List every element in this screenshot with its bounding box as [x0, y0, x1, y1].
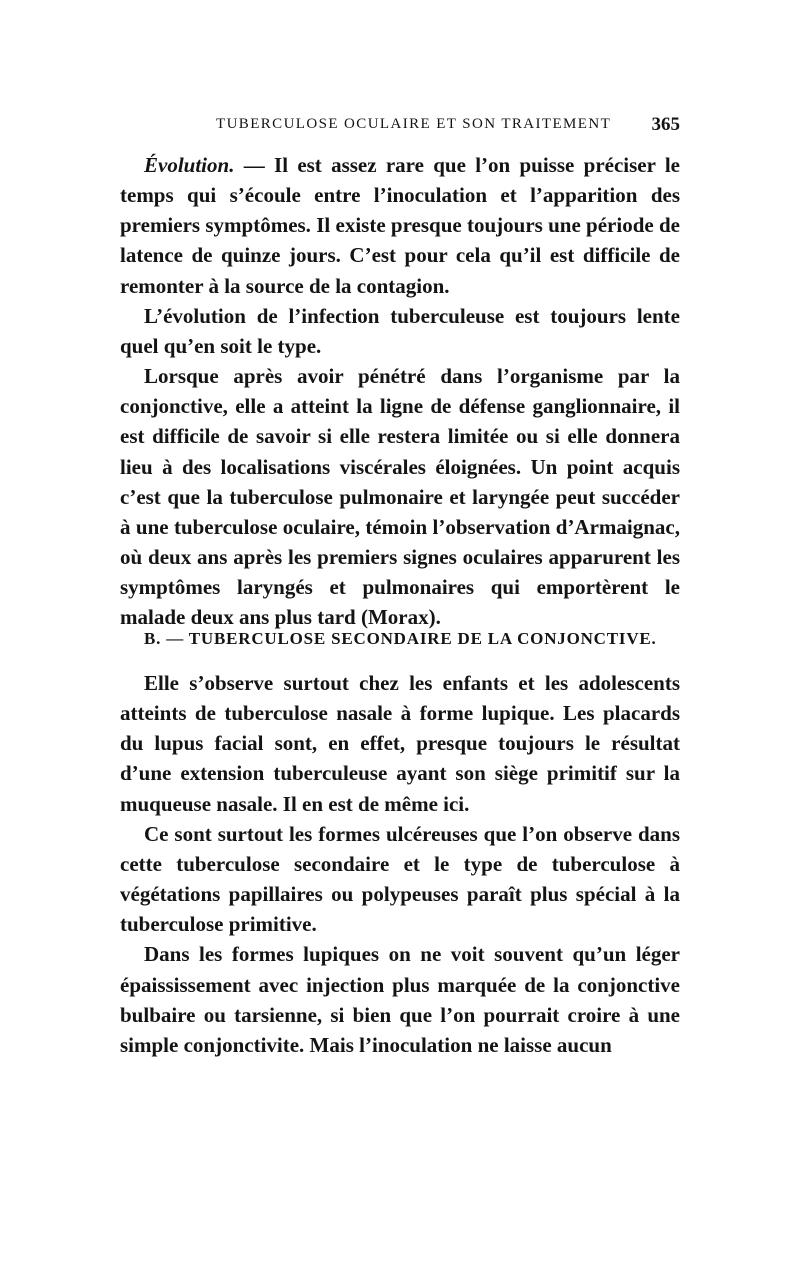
paragraph-lead-in: Évolution. [144, 153, 235, 177]
paragraph-evolution [120, 150, 680, 301]
section-heading: B. — TUBERCULOSE SECONDAIRE DE LA CONJONCTIVE. [144, 629, 657, 648]
running-title: TUBERCULOSE OCULAIRE ET SON TRAITEMENT [216, 116, 612, 132]
paragraph-enfants: Elle s’observe surtout chez les enfants et les adolescents atteints de tuberculose nasale à forme lupique. Les placards du lupus facial sont, en effet, presque toujours le résultat d’une extension tuberculeuse ayant son siège primitif sur la muqueuse nasale. Il en est de même ici. [120, 671, 680, 816]
paragraph-text: — Il est assez rare que l’on puisse préciser le temps qui s’écoule entre l’inoculation et l’apparition des premiers symptômes. Il existe presque toujours une période de latence de quinze jours. C’est pour cela qu’il est difficile de remonter à la source de la contagion. [120, 153, 680, 298]
section-evolution [120, 150, 680, 633]
page-number: 365 [651, 114, 680, 135]
section-tuberculose-secondaire [120, 668, 680, 1060]
paragraph-localisations: Lorsque après avoir pénétré dans l’organisme par la conjonctive, elle a atteint la ligne de défense ganglionnaire, il est difficile de savoir si elle restera limitée ou si elle donnera lieu à des localisations viscérales éloignées. Un point acquis c’est que la tuberculose pulmonaire et laryngée peut succéder à une tuberculose oculaire, témoin l’observation d’Armaignac, où deux ans après les premiers signes oculaires apparurent les symptômes laryngés et pulmonaires qui emportèrent le malade deux ans plus tard (Morax). [120, 364, 680, 630]
paragraph-formes-ulcereuses: Ce sont surtout les formes ulcéreuses que l’on observe dans cette tuberculose secondaire et le type de tuberculose à végétations papillaires ou polypeuses paraît plus spécial à la tuberculose primitive. [120, 821, 680, 937]
running-head [120, 116, 680, 140]
paragraph-evolution-lente: L’évolution de l’infection tuberculeuse est toujours lente quel qu’en soit le type. [120, 303, 680, 358]
paragraph-formes-lupiques: Dans les formes lupiques on ne voit souvent qu’un léger épaississement avec injection plus marquée de la conjonctive bulbaire ou tarsienne, si bien que l’on pourrait croire à une simple conjonctivite. Mais l’inoculation ne laisse aucun [120, 942, 680, 1057]
